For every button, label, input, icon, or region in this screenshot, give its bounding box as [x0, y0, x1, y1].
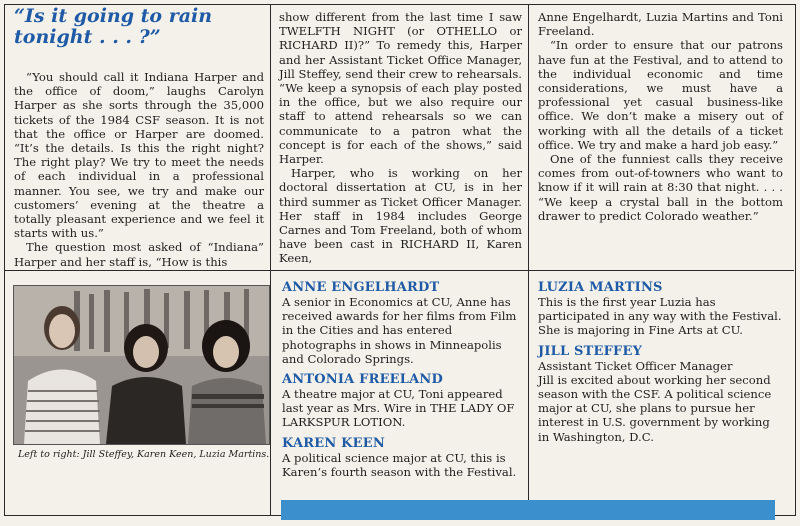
bio-entry [538, 344, 783, 444]
bio-text: A senior in Economics at CU, Anne has received awards for her films from Film in the Cities and has entered photographs in shows in Minneapolis and Colorado Springs. [282, 295, 517, 366]
bios-column-left [282, 280, 522, 485]
column-divider [270, 270, 271, 515]
bio-entry [538, 280, 783, 338]
paragraph: “In order to ensure that our patrons have fun at the Festival, and to attend to the individual economic and time considerations, we must have a professional yet casual business-like office. We don’t make a misery out of working with all the details of a ticket office. We try and make a hard job easy.” [538, 38, 783, 152]
decorative-blue-bar [281, 500, 775, 520]
bio-text: A political science major at CU, this is Karen’s fourth season with the Festival. [282, 450, 517, 479]
article-column-2 [279, 10, 522, 266]
article-headline: “Is it going to rain tonight . . . ?” [14, 5, 213, 48]
article-column-1 [14, 70, 264, 269]
photo-illustration [14, 286, 269, 444]
paragraph: Anne Engelhardt, Luzia Martins and Toni Freeland. [538, 10, 783, 39]
bio-entry [282, 436, 522, 479]
bio-entry [282, 372, 522, 430]
bio-name: ANTONIA FREELAND [282, 372, 443, 388]
paragraph: One of the funniest calls they receive comes from out-of-towners who want to know if it will rain at 8:30 that night. . . . “We keep a crystal ball in the bottom drawer to predict Colorado weather.” [538, 152, 783, 223]
column-divider [528, 5, 529, 270]
paragraph: The question most asked of “Indiana” Harper and her staff is, “How is this [14, 240, 264, 269]
article-column-3 [538, 10, 783, 223]
paragraph: show different from the last time I saw TWELFTH NIGHT (or OTHELLO or RICHARD II)?” To remedy this, Harper and her Assistant Ticket Office Manager, Jill Steffey, send their crew to rehearsals. “We keep a synopsis of each play posted in the office, but we also require our staff to attend rehearsals so we can communicate to a patron what the concept is for each of the shows,” said Harper. [279, 10, 522, 167]
bio-entry [282, 280, 522, 366]
column-divider [270, 5, 271, 270]
bio-text: A theatre major at CU, Toni appeared last year as Mrs. Wire in THE LADY OF LARKSPUR LOTION. [282, 387, 515, 430]
bio-text: This is the first year Luzia has participated in any way with the Festival. She is majoring in Fine Arts at CU. [538, 295, 782, 338]
paragraph: “You should call it Indiana Harper and the office of doom,” laughs Carolyn Harper as she sorts through the 35,000 tickets of the 1984 CSF season. It is not that the office or Harper are doomed. “It’s the details. Is this the right night? The right play? We try to meet the needs of each individual in a professional manner. You see, we try and make our customers’ evening at the theatre a totally pleasant experience and we feel it starts with us.” [14, 70, 264, 241]
staff-photo [13, 285, 270, 445]
column-divider [528, 270, 529, 500]
bio-name: JILL STEFFEY [538, 343, 643, 359]
bio-name: KAREN KEEN [282, 435, 385, 451]
bio-name: ANNE ENGELHARDT [282, 280, 440, 295]
bios-column-right [538, 280, 783, 450]
section-divider [5, 270, 794, 271]
paragraph: Harper, who is working on her doctoral dissertation at CU, is in her third summer as Ticket Officer Manager. Her staff in 1984 includes George Carnes and Tom Freeland, both of whom have been cast in RICHARD II, Karen Keen, [279, 166, 522, 266]
photo-caption: Left to right: Jill Steffey, Karen Keen, Luzia Martins. [18, 449, 270, 460]
bio-name: LUZIA MARTINS [538, 280, 663, 295]
bio-text: Assistant Ticket Officer Manager Jill is excited about working her second season with the CSF. A political science major at CU, she plans to pursue her interest in U.S. government by working in Washington, D.C. [538, 358, 772, 444]
